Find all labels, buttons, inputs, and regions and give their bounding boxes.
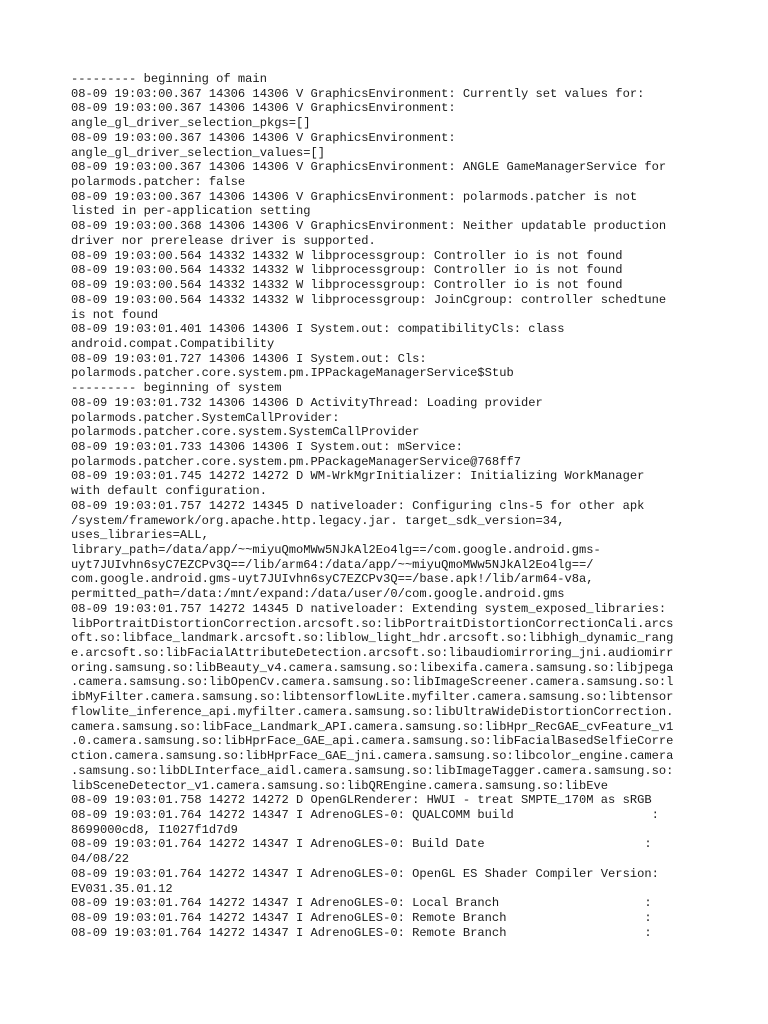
log-line: libSceneDetector_v1.camera.samsung.so:libQREngine.camera.samsung.so:libEve [71,778,609,793]
log-line: .0.camera.samsung.so:libHprFace_GAE_api.camera.samsung.so:libFacialBasedSelfieCorre [71,734,674,749]
log-line: driver nor prerelease driver is supported. [71,233,376,248]
log-line: 08-09 19:03:01.757 14272 14345 D nativeloader: Extending system_exposed_libraries: [71,601,667,616]
log-line: 08-09 19:03:01.764 14272 14347 I AdrenoGLES-0: QUALCOMM build : [71,807,659,822]
log-line: 04/08/22 [71,852,130,867]
log-line: 08-09 19:03:01.732 14306 14306 D ActivityThread: Loading provider [71,395,543,410]
log-line: 08-09 19:03:01.757 14272 14345 D nativeloader: Configuring clns-5 for other apk [71,498,645,513]
log-line: ction.camera.samsung.so:libHprFace_GAE_jni.camera.samsung.so:libcolor_engine.camera [71,749,674,764]
log-line: ibMyFilter.camera.samsung.so:libtensorflowLite.myfilter.camera.samsung.so:libtensor [71,690,674,705]
log-line: polarmods.patcher: false [71,175,246,190]
log-line: uyt7JUIvhn6syC7EZCPv3Q==/lib/arm64:/data/app/~~miyuQmoMWw5NJkAl2Eo4lg==/ [71,557,594,572]
log-line: e.arcsoft.so:libFacialAttributeDetection.arcsoft.so:libaudiomirroring_jni.audiomirr [71,646,674,661]
log-line: camera.samsung.so:libFace_Landmark_API.camera.samsung.so:libHpr_RecGAE_cvFeature_v1 [71,719,674,734]
log-line: is not found [71,307,159,322]
log-line: 08-09 19:03:00.367 14306 14306 V GraphicsEnvironment: polarmods.patcher is not [71,189,638,204]
log-line: --------- beginning of main [71,72,267,86]
log-line: --------- beginning of system [71,381,282,396]
log-line: angle_gl_driver_selection_pkgs=[] [71,116,311,131]
log-line: 08-09 19:03:00.564 14332 14332 W libprocessgroup: Controller io is not found [71,248,623,263]
log-line: 08-09 19:03:01.758 14272 14272 D OpenGLRenderer: HWUI - treat SMPTE_170M as sRGB [71,793,652,808]
log-line: 08-09 19:03:01.733 14306 14306 I System.out: mService: [71,439,463,454]
log-line: 08-09 19:03:01.745 14272 14272 D WM-WrkMgrInitializer: Initializing WorkManager [71,469,645,484]
log-line: 08-09 19:03:00.564 14332 14332 W libprocessgroup: Controller io is not found [71,263,623,278]
log-line: polarmods.patcher.SystemCallProvider: [71,410,340,425]
log-line: 08-09 19:03:01.764 14272 14347 I AdrenoGLES-0: Remote Branch : [71,910,652,925]
log-line: listed in per-application setting [71,204,311,219]
log-line: angle_gl_driver_selection_values=[] [71,145,326,160]
log-line: libPortraitDistortionCorrection.arcsoft.so:libPortraitDistortionCorrectionCali.arcs [71,616,674,631]
log-line: android.compat.Compatibility [71,336,275,351]
log-line: with default configuration. [71,484,267,499]
log-line: .camera.samsung.so:libOpenCv.camera.samsung.so:libImageScreener.camera.samsung.so:l [71,675,674,690]
log-line: 08-09 19:03:01.764 14272 14347 I AdrenoGLES-0: Local Branch : [71,896,652,911]
logcat-output [71,72,701,940]
log-line: .samsung.so:libDLInterface_aidl.camera.samsung.so:libImageTagger.camera.samsung.so: [71,763,674,778]
log-line: 08-09 19:03:01.727 14306 14306 I System.out: Cls: [71,351,427,366]
log-line: 08-09 19:03:00.564 14332 14332 W libprocessgroup: JoinCgroup: controller schedtune [71,292,667,307]
log-line: polarmods.patcher.core.system.pm.IPPackageManagerService$Stub [71,366,514,381]
log-line: /system/framework/org.apache.http.legacy.jar. target_sdk_version=34, [71,513,565,528]
log-line: oft.so:libface_landmark.arcsoft.so:liblow_light_hdr.arcsoft.so:libhigh_dynamic_rang [71,631,674,646]
log-line: 08-09 19:03:00.367 14306 14306 V GraphicsEnvironment: Currently set values for: [71,86,645,101]
log-line: 08-09 19:03:00.368 14306 14306 V GraphicsEnvironment: Neither updatable production [71,219,667,234]
log-line: oring.samsung.so:libBeauty_v4.camera.samsung.so:libexifa.camera.samsung.so:libjpega [71,660,674,675]
log-line: permitted_path=/data:/mnt/expand:/data/user/0/com.google.android.gms [71,587,565,602]
log-line: uses_libraries=ALL, [71,528,209,543]
log-line: library_path=/data/app/~~miyuQmoMWw5NJkAl2Eo4lg==/com.google.android.gms- [71,543,601,557]
log-line: 08-09 19:03:01.401 14306 14306 I System.out: compatibilityCls: class [71,322,565,337]
log-line: polarmods.patcher.core.system.pm.PPackageManagerService@768ff7 [71,454,521,469]
log-line: flowlite_inference_api.myfilter.camera.samsung.so:libUltraWideDistortionCorrection. [71,704,674,719]
log-line: 8699000cd8, I1027f1d7d9 [71,822,238,837]
log-line: 08-09 19:03:01.764 14272 14347 I AdrenoGLES-0: Build Date : [71,837,652,852]
log-line: 08-09 19:03:00.367 14306 14306 V GraphicsEnvironment: ANGLE GameManagerService for [71,160,667,175]
log-line: 08-09 19:03:01.764 14272 14347 I AdrenoGLES-0: OpenGL ES Shader Compiler Version: [71,866,659,881]
log-line: EV031.35.01.12 [71,881,173,896]
log-line: 08-09 19:03:01.764 14272 14347 I AdrenoGLES-0: Remote Branch : [71,925,652,940]
log-line: polarmods.patcher.core.system.SystemCallProvider [71,425,420,440]
log-document-page [71,72,701,940]
log-line: 08-09 19:03:00.367 14306 14306 V GraphicsEnvironment: [71,101,456,116]
log-line: 08-09 19:03:00.564 14332 14332 W libprocessgroup: Controller io is not found [71,278,623,293]
log-line: 08-09 19:03:00.367 14306 14306 V GraphicsEnvironment: [71,130,456,145]
log-line: com.google.android.gms-uyt7JUIvhn6syC7EZCPv3Q==/base.apk!/lib/arm64-v8a, [71,572,594,587]
